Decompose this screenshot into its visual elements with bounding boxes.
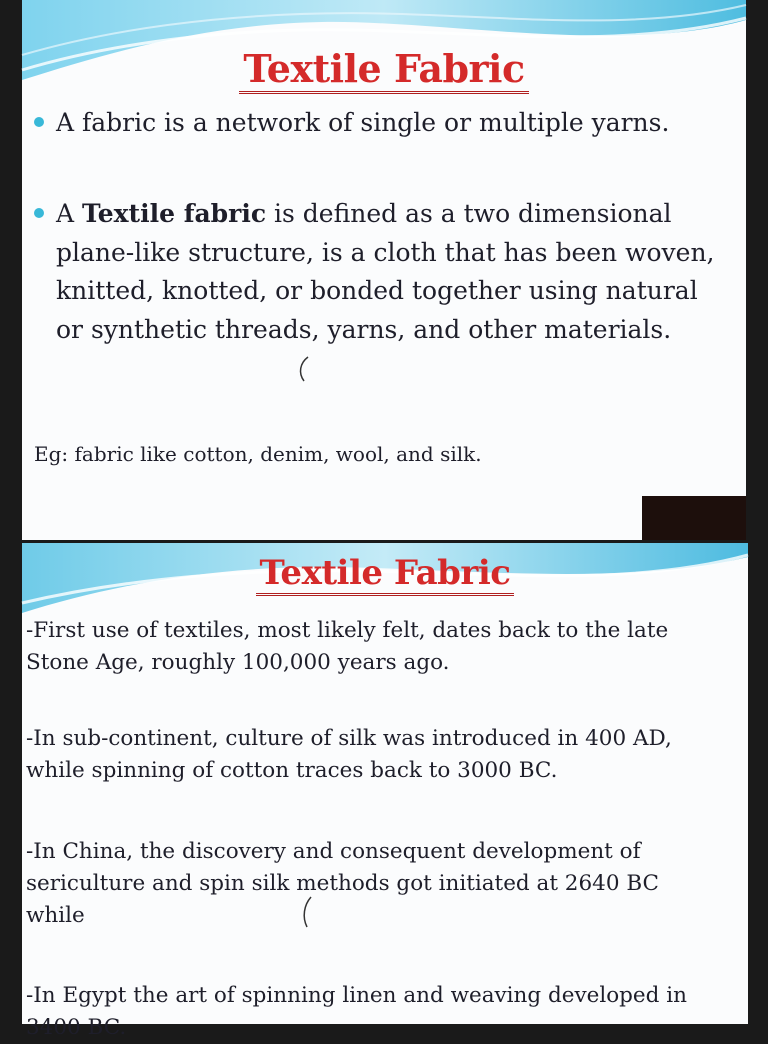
paragraph: -In sub-continent, culture of silk was introduced in 400 AD, while spinning of cotton traces back to 3000 BC. — [26, 726, 672, 783]
slide-1 — [22, 0, 746, 540]
bullet-dot-icon — [34, 208, 44, 218]
slide-title: Textile Fabric — [22, 553, 748, 593]
slide-title: Textile Fabric — [22, 46, 746, 91]
slide-2 — [22, 543, 748, 1040]
pen-mark-icon — [300, 895, 314, 931]
bullet-item — [34, 195, 718, 349]
paragraph: -First use of textiles, most likely felt, dates back to the late Stone Age, roughly 100,000 years ago. — [26, 618, 669, 675]
bullet-dot-icon — [34, 117, 44, 127]
bullet-text: A fabric is a network of single or multiple yarns. — [56, 108, 670, 137]
paragraph: -In Egypt the art of spinning linen and weaving developed in 3400 BC. — [26, 983, 687, 1040]
paragraph: -In China, the discovery and consequent development of sericulture and spin silk methods got initiated at 2640 BC while — [26, 839, 660, 928]
pen-mark-icon — [296, 355, 312, 385]
bullet-text: A Textile fabric is defined as a two dimensional plane-like structure, is a cloth that has been woven, knitted, knotted, or bonded together using natural or synthetic threads, yarns, and other materials. — [56, 199, 715, 344]
bullet-item — [34, 104, 718, 142]
bold-term: Textile fabric — [82, 199, 267, 228]
dark-corner — [642, 496, 746, 540]
example-text: Eg: fabric like cotton, denim, wool, and silk. — [34, 442, 482, 466]
